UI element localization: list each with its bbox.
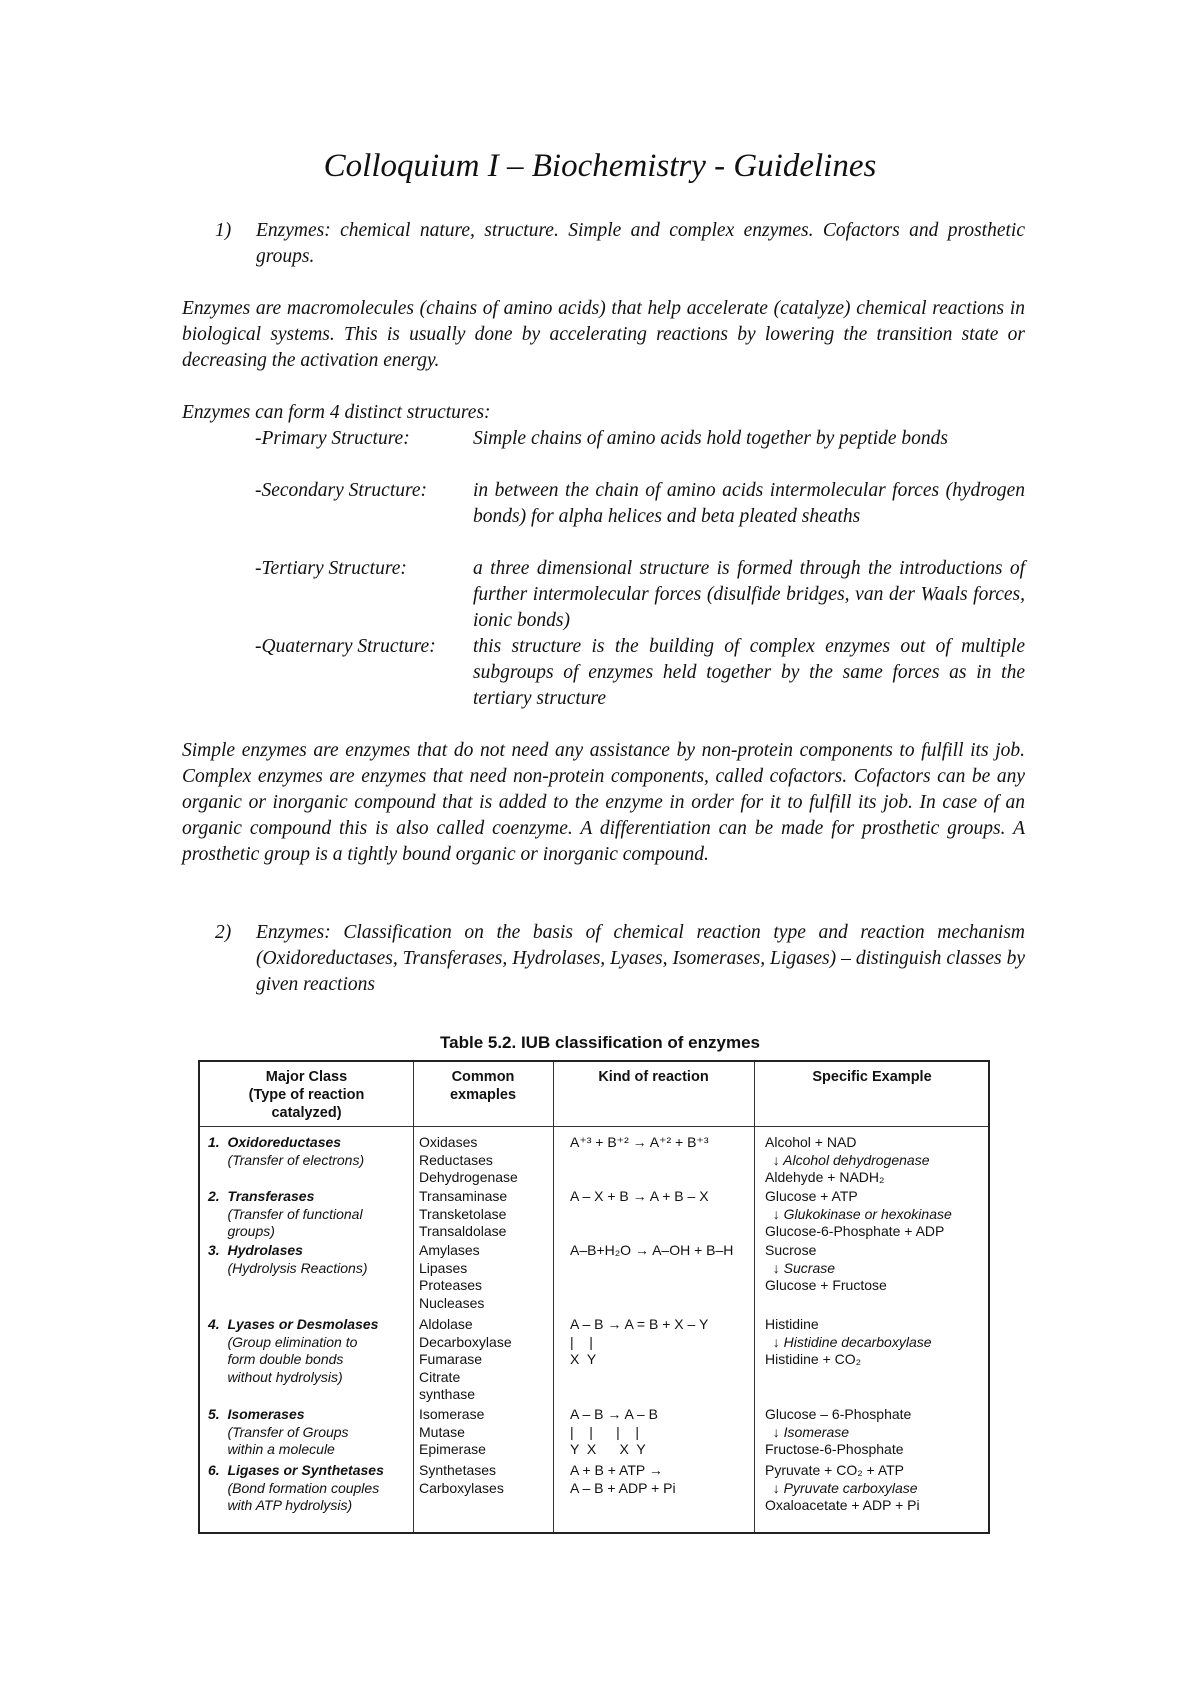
- column-divider: [553, 1062, 554, 1532]
- column-divider: [413, 1062, 414, 1532]
- header-kind-of-reaction: Kind of reaction: [598, 1069, 709, 1085]
- class-name: 3. Hydrolases: [208, 1242, 303, 1258]
- structure-label: -Tertiary Structure:: [255, 558, 407, 579]
- paragraph-enzymes-definition: Enzymes are macromolecules (chains of amino acids) that help accelerate (catalyze) chemical reactions in biological systems. This is usually done by accelerating reactions by lowering the transition state or decreasing the activation energy.: [182, 298, 1025, 371]
- reaction-cell: A–B+H₂O → A–OH + B–H: [570, 1242, 734, 1258]
- examples-cell: Synthetases Carboxylases: [419, 1462, 504, 1496]
- class-name: 1. Oxidoreductases: [208, 1134, 342, 1150]
- examples-cell: Amylases Lipases Proteases Nucleases: [419, 1242, 485, 1311]
- enzyme-classification-table: [198, 1060, 990, 1534]
- product: Aldehyde + NADH₂: [765, 1169, 885, 1185]
- header-common-examples: Common exmaples: [449, 1069, 517, 1103]
- examples-cell: Aldolase Decarboxylase Fumarase Citrate synthase: [419, 1316, 512, 1402]
- enzyme-arrow: ↓ Histidine decarboxylase: [765, 1333, 932, 1350]
- structure-description: in between the chain of amino acids intermolecular forces (hydrogen bonds) for alpha helices and beta pleated sheaths: [473, 480, 1025, 527]
- structure-row-primary: [255, 426, 1025, 452]
- substrate: Histidine: [765, 1316, 819, 1332]
- header-divider: [200, 1126, 988, 1127]
- structure-description: a three dimensional structure is formed through the introductions of further intermolecular forces (disulfide bridges, van der Waals forces, ionic bonds): [473, 558, 1025, 631]
- class-description: (Hydrolysis Reactions): [208, 1259, 368, 1276]
- reaction-cell: A – B → A – B | | | | Y X X Y: [570, 1406, 658, 1457]
- class-cell: [208, 1134, 404, 1169]
- reaction-cell: A + B + ATP → A – B + ADP + Pi: [570, 1462, 676, 1496]
- class-cell: [208, 1242, 404, 1277]
- question-2-number: 2): [215, 922, 232, 943]
- table-caption: Table 5.2. IUB classification of enzymes: [440, 1033, 760, 1052]
- paragraph-simple-complex-enzymes: Simple enzymes are enzymes that do not need any assistance by non-protein components to fulfill its job. Complex enzymes are enzymes that need non-protein components, called cofactors. Cofactors can be any organic or inorganic compound that is added to the enzyme in order for it to fulfill its job. In case of an organic compound this is also called coenzyme. A differentiation can be made for prosthetic groups. A prosthetic group is a tightly bound organic or inorganic compound.: [182, 740, 1025, 865]
- product: Fructose-6-Phosphate: [765, 1441, 904, 1457]
- class-description: (Transfer of electrons): [208, 1151, 365, 1168]
- structure-row-secondary: [255, 478, 1025, 530]
- structure-row-tertiary: [255, 556, 1025, 634]
- structure-label: -Quaternary Structure:: [255, 636, 436, 657]
- enzyme-arrow: ↓ Glukokinase or hexokinase: [765, 1205, 952, 1222]
- reaction-cell: A – B → A = B + X – Y | | X Y: [570, 1316, 709, 1367]
- class-description: (Transfer of functional groups): [227, 1205, 363, 1239]
- specific-example-cell: [765, 1242, 987, 1295]
- question-1-text: Enzymes: chemical nature, structure. Simple and complex enzymes. Cofactors and prosthetic groups.: [256, 220, 1025, 267]
- page-title: Colloquium I – Biochemistry - Guidelines: [323, 148, 877, 184]
- class-cell: [208, 1316, 404, 1386]
- product: Histidine + CO₂: [765, 1351, 862, 1367]
- structures-intro: Enzymes can form 4 distinct structures:: [182, 402, 491, 423]
- class-description: (Group elimination to form double bonds without hydrolysis): [227, 1333, 358, 1385]
- enzyme-arrow: ↓ Sucrase: [765, 1259, 836, 1276]
- substrate: Glucose + ATP: [765, 1188, 858, 1204]
- specific-example-cell: [765, 1134, 987, 1187]
- enzyme-arrow: ↓ Alcohol dehydrogenase: [765, 1151, 930, 1168]
- substrate: Sucrose: [765, 1242, 817, 1258]
- class-description: (Transfer of Groups within a molecule: [227, 1423, 349, 1457]
- enzyme-arrow: ↓ Isomerase: [765, 1423, 850, 1440]
- substrate: Alcohol + NAD: [765, 1134, 857, 1150]
- structure-label: -Primary Structure:: [255, 428, 410, 449]
- question-2-text: Enzymes: Classification on the basis of chemical reaction type and reaction mechanism (Oxidoreductases, Transferases, Hydrolases, Lyases, Isomerases, Ligases) – distinguish classes by given reactions: [256, 922, 1025, 995]
- class-cell: [208, 1462, 404, 1515]
- specific-example-cell: [765, 1316, 987, 1369]
- header-specific-example: Specific Example: [812, 1069, 932, 1085]
- examples-cell: Oxidases Reductases Dehydrogenase: [419, 1134, 518, 1185]
- structure-row-quaternary: [255, 634, 1025, 712]
- examples-cell: Transaminase Transketolase Transaldolase: [419, 1188, 508, 1239]
- substrate: Pyruvate + CO₂ + ATP: [765, 1462, 905, 1478]
- structure-description: Simple chains of amino acids hold together by peptide bonds: [473, 428, 948, 449]
- class-cell: [208, 1406, 404, 1459]
- class-name: 2. Transferases: [208, 1188, 315, 1204]
- header-major-class: Major Class (Type of reaction catalyzed): [248, 1069, 365, 1121]
- product: Oxaloacetate + ADP + Pi: [765, 1497, 920, 1513]
- enzyme-arrow: ↓ Pyruvate carboxylase: [765, 1479, 918, 1496]
- product: Glucose-6-Phosphate + ADP: [765, 1223, 945, 1239]
- reaction-cell: A – X + B → A + B – X: [570, 1188, 709, 1204]
- specific-example-cell: [765, 1406, 987, 1459]
- structure-label: -Secondary Structure:: [255, 480, 428, 501]
- structure-description: this structure is the building of complex enzymes out of multiple subgroups of enzymes held together by the same forces as in the tertiary structure: [473, 636, 1025, 709]
- reaction-cell: A⁺³ + B⁺² → A⁺² + B⁺³: [570, 1134, 709, 1150]
- product: Glucose + Fructose: [765, 1277, 887, 1293]
- question-2: [215, 920, 1025, 998]
- question-1-number: 1): [215, 220, 232, 241]
- class-name: 5. Isomerases: [208, 1406, 305, 1422]
- class-cell: [208, 1188, 404, 1241]
- specific-example-cell: [765, 1188, 987, 1241]
- class-name: 4. Lyases or Desmolases: [208, 1316, 379, 1332]
- specific-example-cell: [765, 1462, 987, 1515]
- class-description: (Bond formation couples with ATP hydrolysis): [227, 1479, 380, 1513]
- substrate: Glucose – 6-Phosphate: [765, 1406, 912, 1422]
- class-name: 6. Ligases or Synthetases: [208, 1462, 384, 1478]
- examples-cell: Isomerase Mutase Epimerase: [419, 1406, 486, 1457]
- question-1: [215, 218, 1025, 270]
